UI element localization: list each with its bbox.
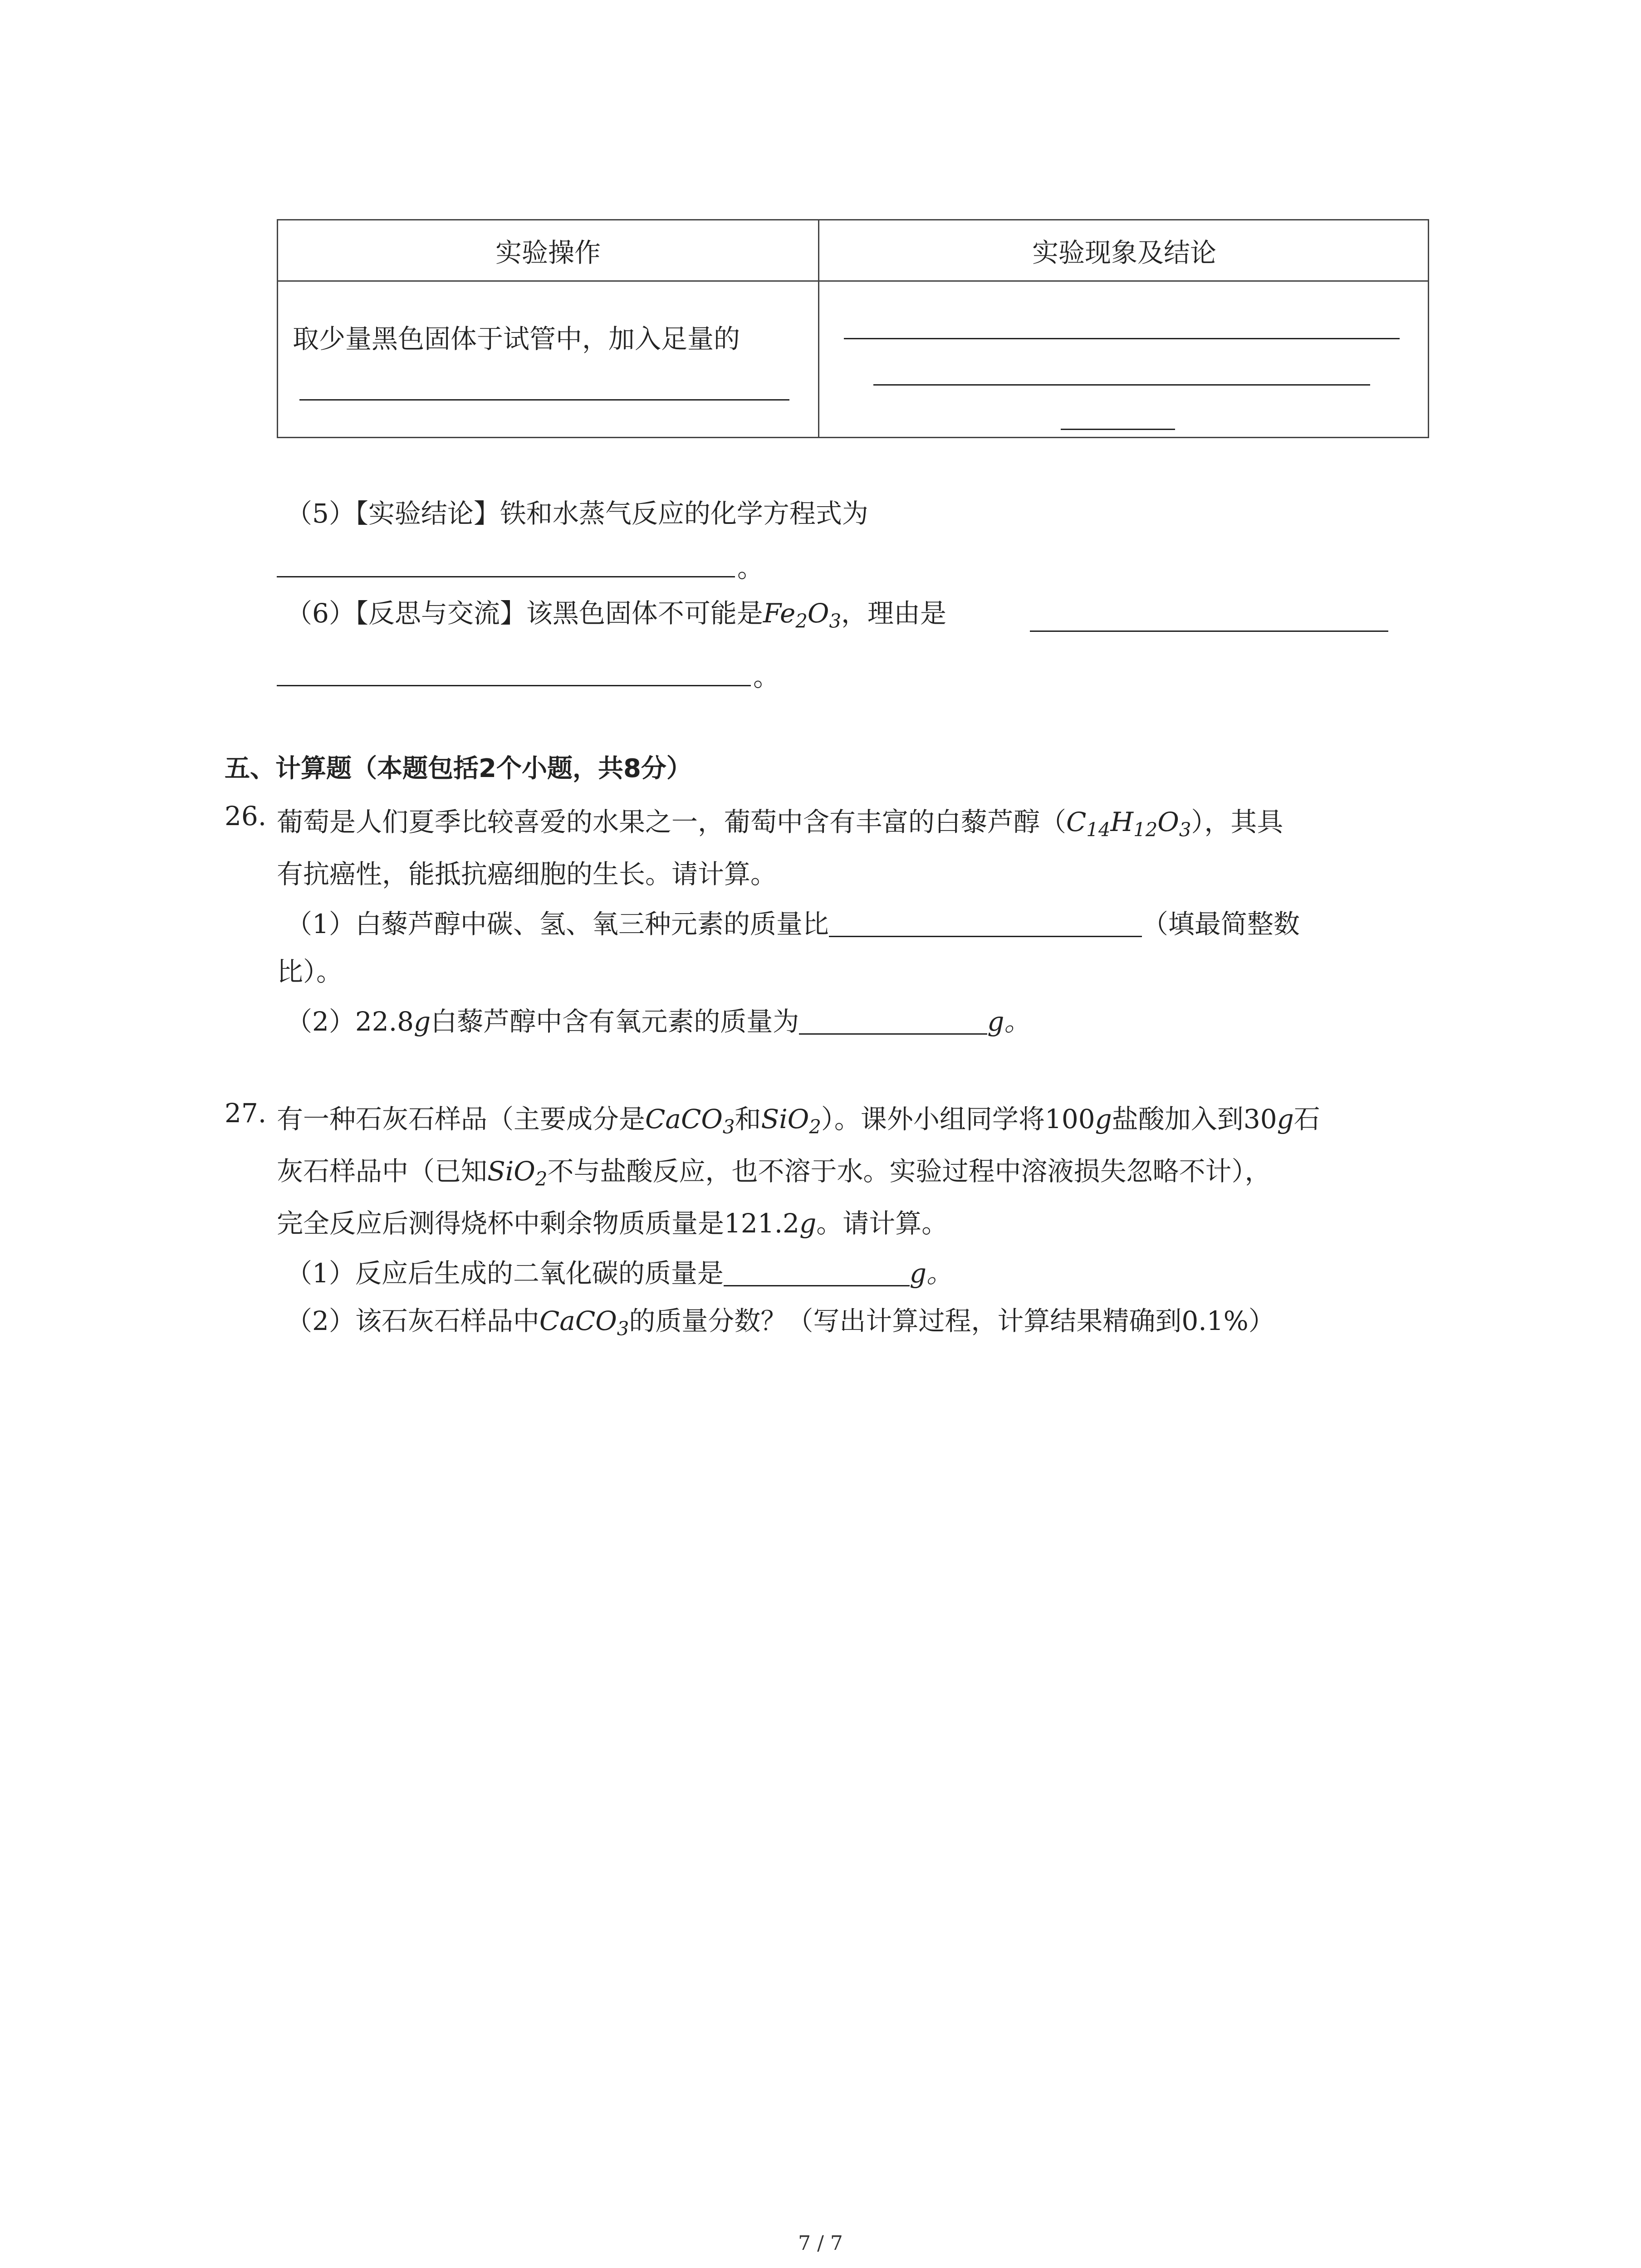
q26-sub1: （1）白藜芦醇中碳、氢、氧三种元素的质量比 （填最简整数 — [286, 909, 1300, 939]
q27-line2: 灰石样品中（已知SiO$_2$不与盐酸反应，也不溶于水。实验过程中溶液损失忽略不计）， — [277, 1156, 1271, 1190]
q6-answer-blank-2[interactable] — [277, 685, 751, 686]
table-phenomenon-blank-2[interactable] — [873, 384, 1370, 386]
q6-label: （6）【反思与交流】该黑色固体不可能是$Fe_2O_3$，理由是 — [286, 598, 947, 632]
table-operation-blank[interactable] — [299, 399, 789, 401]
resveratrol-formula: $C_{14}H_{12}O_3$ — [1066, 807, 1191, 841]
page-number: 7 / 7 — [798, 2232, 843, 2255]
q27-sub1-blank[interactable] — [724, 1261, 910, 1286]
q27-sub2: （2）该石灰石样品中CaCO$_3$的质量分数？（写出计算过程，计算结果精确到0.1%） — [286, 1305, 1275, 1340]
table-operation-text: 取少量黑色固体于试管中，加入足量的 — [293, 323, 740, 354]
q26-sub2-blank[interactable] — [799, 1010, 987, 1035]
q5-answer-blank[interactable] — [277, 576, 735, 577]
q26-sub1-cont: 比）。 — [277, 956, 343, 987]
q5-label: （5）【实验结论】铁和水蒸气反应的化学方程式为 — [286, 498, 868, 529]
q27-line1: 有一种石灰石样品（主要成分是CaCO$_3$和SiO$_2$）。课外小组同学将100g盐酸加入到30g石 — [277, 1104, 1320, 1138]
table-phenomenon-blank-1[interactable] — [844, 338, 1400, 339]
table-header-phenomenon: 实验现象及结论 — [1032, 237, 1216, 268]
q26-line1: 葡萄是人们夏季比较喜爱的水果之一，葡萄中含有丰富的白藜芦醇$(C_{14}H_{12}O_3)$，其具 — [277, 807, 1283, 841]
table-phenomenon-blank-3[interactable] — [1061, 429, 1175, 430]
q26-sub2: （2）22.8g白藜芦醇中含有氧元素的质量为 g。 — [286, 1006, 1031, 1037]
q6-answer-blank-1[interactable] — [1030, 631, 1388, 632]
q26-sub1-blank[interactable] — [829, 912, 1142, 937]
q26-line2: 有抗癌性，能抵抗癌细胞的生长。请计算。 — [277, 859, 777, 890]
fe2o3-formula: $Fe_2O_3$ — [763, 598, 842, 632]
q27-sub1: （1）反应后生成的二氧化碳的质量是 g。 — [286, 1258, 953, 1289]
table-header-operation: 实验操作 — [495, 237, 601, 268]
q26-number: 26. — [225, 801, 267, 831]
q6-end: 。 — [753, 661, 780, 692]
q5-end: 。 — [737, 552, 764, 583]
q27-number: 27. — [225, 1098, 267, 1129]
q27-line3: 完全反应后测得烧杯中剩余物质质量是121.2g。请计算。 — [277, 1208, 948, 1239]
section-title: 五、计算题（本题包括2个小题，共8分） — [225, 754, 692, 783]
table-row-divider — [278, 280, 1428, 282]
